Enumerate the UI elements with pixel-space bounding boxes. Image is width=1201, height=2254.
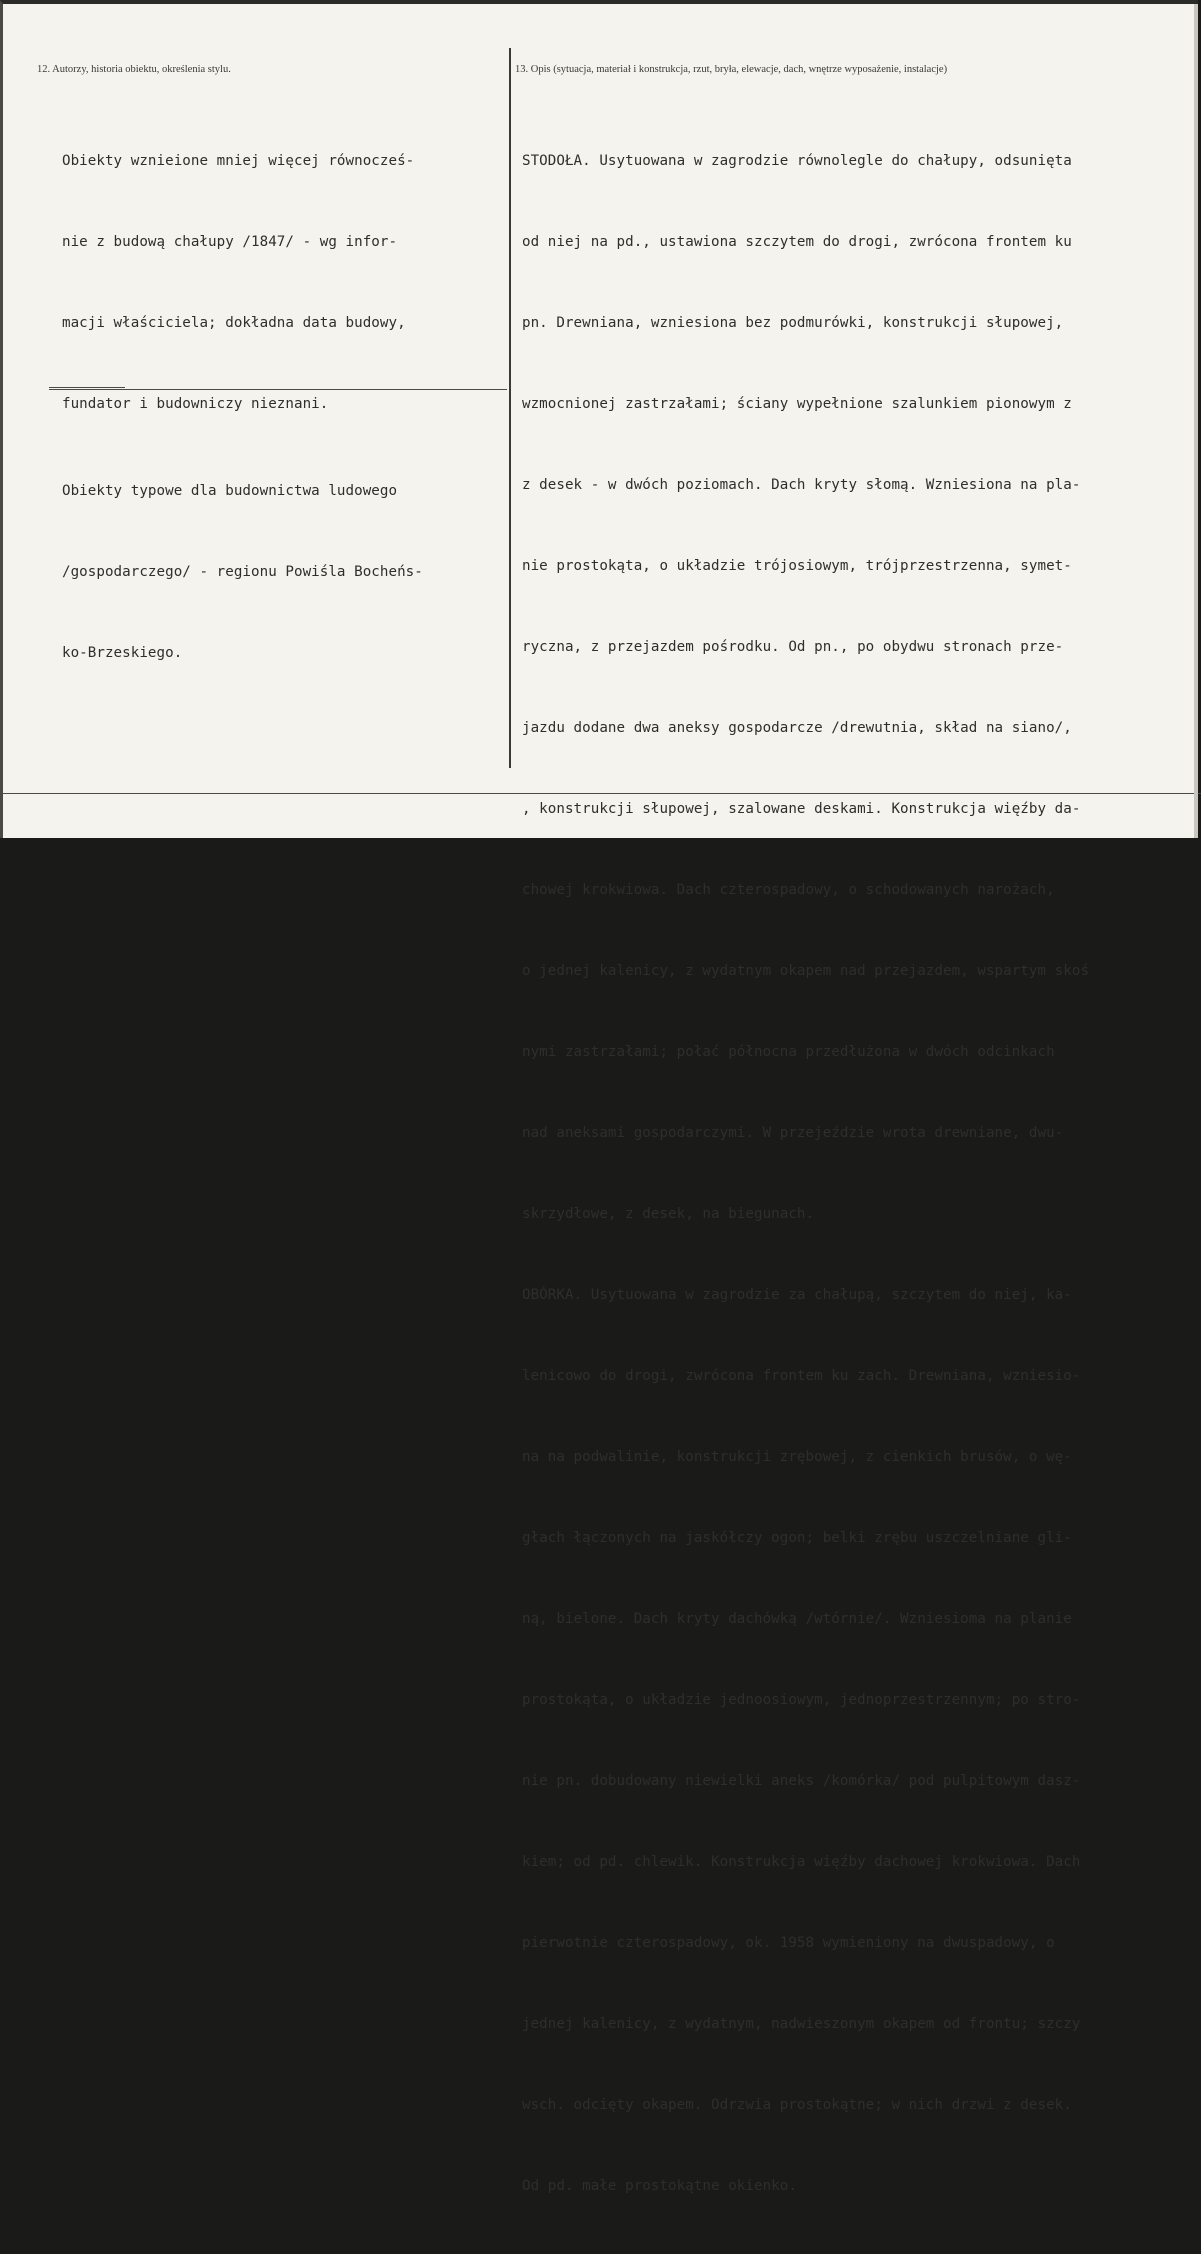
text-line: ną, bielone. Dach kryty dachówką /wtórnie/. Wzniesioma na planie bbox=[522, 1611, 1072, 1627]
text-line: ko-Brzeskiego. bbox=[62, 645, 183, 661]
text-line: kiem; od pd. chlewik. Konstrukcja więźby dachowej krokwiowa. Dach bbox=[522, 1854, 1081, 1870]
text-line: nie z budową chałupy /1847/ - wg infor- bbox=[62, 234, 398, 250]
text-line: wsch. odcięty okapem. Odrzwia prostokątne; w nich drzwi z desek. bbox=[522, 2097, 1072, 2113]
text-line: lenicowo do drogi, zwrócona frontem ku zach. Drewniana, wzniesio- bbox=[522, 1368, 1081, 1384]
text-line: fundator i budowniczy nieznani. bbox=[62, 396, 329, 412]
section-13-header: 13. Opis (sytuacja, materiał i konstrukcja, rzut, bryła, elewacje, dach, wnętrze wyposażenie, instalacje) bbox=[515, 64, 948, 75]
text-line: prostokąta, o układzie jednoosiowym, jednoprzestrzennym; po stro- bbox=[522, 1692, 1081, 1708]
text-line: /gospodarczego/ - regionu Powiśla Bocheńs- bbox=[62, 564, 423, 580]
text-line: pn. Drewniana, wzniesiona bez podmurówki, konstrukcji słupowej, bbox=[522, 315, 1064, 331]
text-line: na na podwalinie, konstrukcji zrębowej, z cienkich brusów, o wę- bbox=[522, 1449, 1072, 1465]
text-line: jednej kalenicy, z wydatnym, nadwieszonym okapem od frontu; szczy bbox=[522, 2016, 1081, 2032]
text-line: OBÓRKA. Usytuowana w zagrodzie za chałupą, szczytem do niej, ka- bbox=[522, 1287, 1072, 1303]
text-line: jazdu dodane dwa aneksy gospodarcze /drewutnia, skład na siano/, bbox=[522, 720, 1072, 736]
text-line: STODOŁA. Usytuowana w zagrodzie równolegle do chałupy, odsunięta bbox=[522, 153, 1072, 169]
section-12-header: 12. Autorzy, historia obiektu, określenia stylu. bbox=[37, 64, 231, 75]
text-line: nie prostokąta, o układzie trójosiowym, trójprzestrzenna, symet- bbox=[522, 558, 1072, 574]
text-line: nymi zastrzałami; połać północna przedłużona w dwóch odcinkach bbox=[522, 1044, 1055, 1060]
text-line: pierwotnie czterospadowy, ok. 1958 wymieniony na dwuspadowy, o bbox=[522, 1935, 1055, 1951]
text-line: od niej na pd., ustawiona szczytem do drogi, zwrócona frontem ku bbox=[522, 234, 1072, 250]
column-divider bbox=[509, 48, 511, 768]
text-line: nad aneksami gospodarczymi. W przejeździe wrota drewniane, dwu- bbox=[522, 1125, 1064, 1141]
text-line: nie pn. dobudowany niewielki aneks /komórka/ pod pulpitowym dasz- bbox=[522, 1773, 1081, 1789]
text-line: Obiekty typowe dla budownictwa ludowego bbox=[62, 483, 398, 499]
text-line: ryczna, z przejazdem pośrodku. Od pn., po obydwu stronach prze- bbox=[522, 639, 1064, 655]
text-line: głach łączonych na jaskółczy ogon; belki zrębu uszczelniane gli- bbox=[522, 1530, 1072, 1546]
style-description-text bbox=[62, 424, 423, 721]
object-description-text bbox=[522, 94, 1089, 2254]
text-line: Obiekty wznieione mniej więcej równocześ- bbox=[62, 153, 415, 169]
text-line: Od pd. małe prostokątne okienko. bbox=[522, 2178, 797, 2194]
text-line: macji właściciela; dokładna data budowy, bbox=[62, 315, 406, 331]
text-line: z desek - w dwóch poziomach. Dach kryty słomą. Wzniesiona na pla- bbox=[522, 477, 1081, 493]
text-line: wzmocnionej zastrzałami; ściany wypełnione szalunkiem pionowym z bbox=[522, 396, 1072, 412]
authors-history-text bbox=[62, 94, 414, 472]
text-line: o jednej kalenicy, z wydatnym okapem nad przejazdem, wspartym skoś bbox=[522, 963, 1090, 979]
text-line: skrzydłowe, z desek, na biegunach. bbox=[522, 1206, 815, 1222]
text-line: , konstrukcji słupowej, szalowane deskami. Konstrukcja więźby da- bbox=[522, 801, 1081, 817]
text-line: chowej krokwiowa. Dach czterospadowy, o schodowanych narożach, bbox=[522, 882, 1055, 898]
